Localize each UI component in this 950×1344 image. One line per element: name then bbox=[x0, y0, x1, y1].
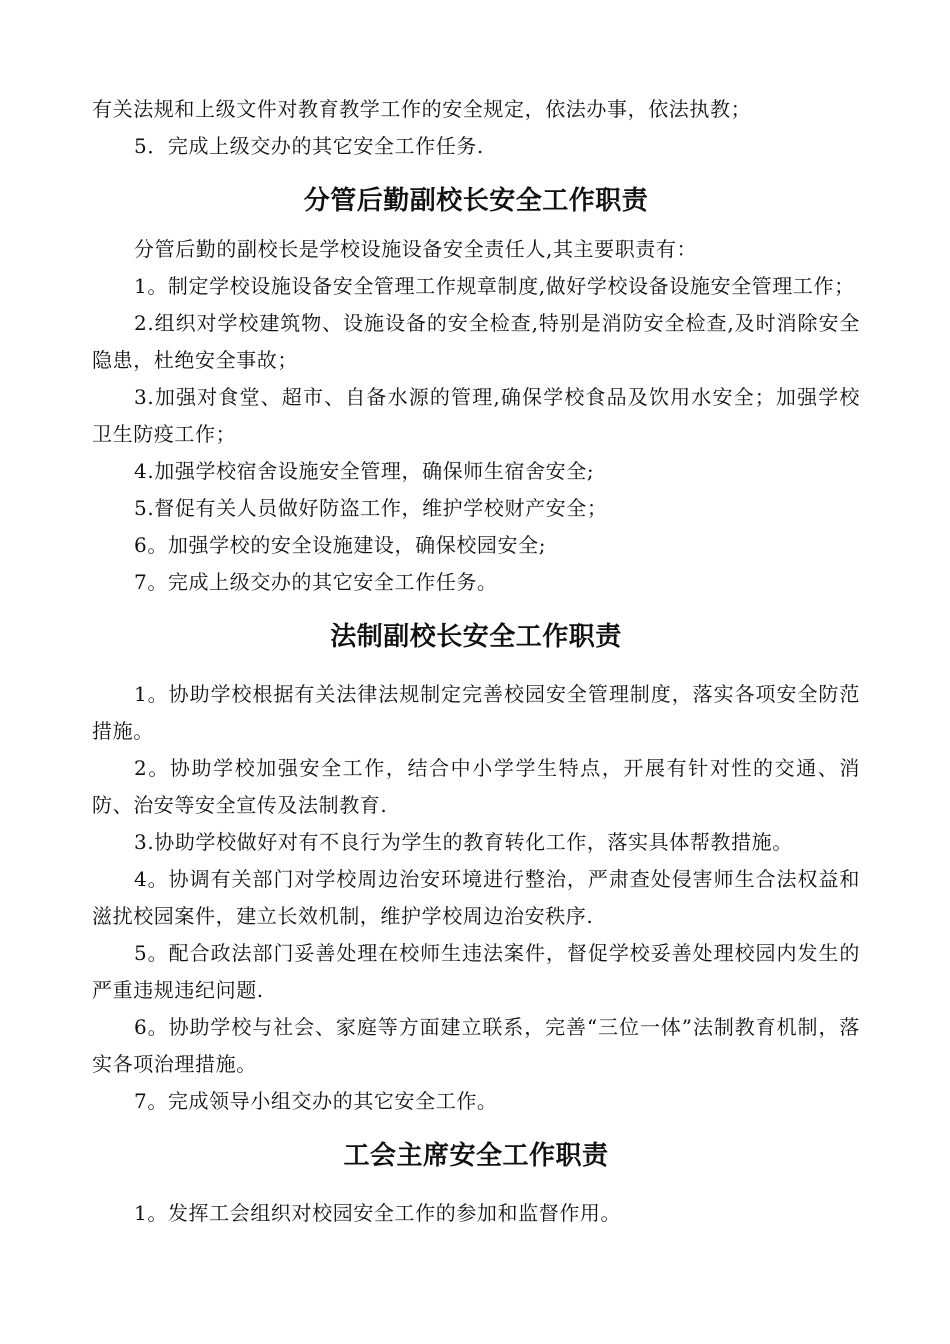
legal-item: 3.协助学校做好对有不良行为学生的教育转化工作，落实具体帮教措施。 bbox=[134, 830, 793, 854]
legal-heading: 法制副校长安全工作职责 bbox=[330, 622, 622, 652]
legal-item: 7。完成领导小组交办的其它安全工作。 bbox=[134, 1089, 498, 1113]
legal-item: 1。协助学校根据有关法律法规制定完善校园安全管理制度，落实各项安全防范措施。 bbox=[92, 682, 860, 743]
legal-item: 2。协助学校加强安全工作，结合中小学学生特点，开展有针对性的交通、消防、治安等安全宣传及法制教育. bbox=[92, 756, 860, 817]
logistics-item: 2.组织对学校建筑物、设施设备的安全检查,特别是消防安全检查,及时消除安全隐患，杜绝安全事故； bbox=[92, 311, 860, 372]
logistics-heading: 分管后勤副校长安全工作职责 bbox=[303, 186, 649, 216]
logistics-item: 5.督促有关人员做好防盗工作，维护学校财产安全； bbox=[134, 496, 608, 520]
logistics-item: 6。加强学校的安全设施建设，确保校园安全; bbox=[134, 533, 547, 557]
logistics-item: 1。制定学校设施设备安全管理工作规章制度,做好学校设备设施安全管理工作； bbox=[134, 274, 855, 298]
union-item: 1。发挥工会组织对校园安全工作的参加和监督作用。 bbox=[134, 1201, 622, 1225]
intro-line-1: 有关法规和上级文件对教育教学工作的安全规定，依法办事，依法执教； bbox=[92, 97, 752, 121]
logistics-item: 4.加强学校宿舍设施安全管理，确保师生宿舍安全; bbox=[134, 459, 595, 483]
logistics-lead: 分管后勤的副校长是学校设施设备安全责任人,其主要职责有： bbox=[134, 237, 698, 261]
legal-item: 4。协调有关部门对学校周边治安环境进行整治，严肃查处侵害师生合法权益和滋扰校园案件，建立长效机制，维护学校周边治安秩序. bbox=[92, 867, 860, 928]
logistics-item: 7。完成上级交办的其它安全工作任务。 bbox=[134, 570, 498, 594]
legal-item: 5。配合政法部门妥善处理在校师生违法案件，督促学校妥善处理校园内发生的严重违规违纪问题. bbox=[92, 941, 860, 1002]
legal-item: 6。协助学校与社会、家庭等方面建立联系，完善“三位一体”法制教育机制，落实各项治理措施。 bbox=[92, 1015, 860, 1076]
logistics-item: 3.加强对食堂、超市、自备水源的管理,确保学校食品及饮用水安全；加强学校卫生防疫工作； bbox=[92, 385, 860, 446]
intro-line-2: 5．完成上级交办的其它安全工作任务. bbox=[134, 134, 484, 158]
union-heading: 工会主席安全工作职责 bbox=[343, 1141, 609, 1171]
